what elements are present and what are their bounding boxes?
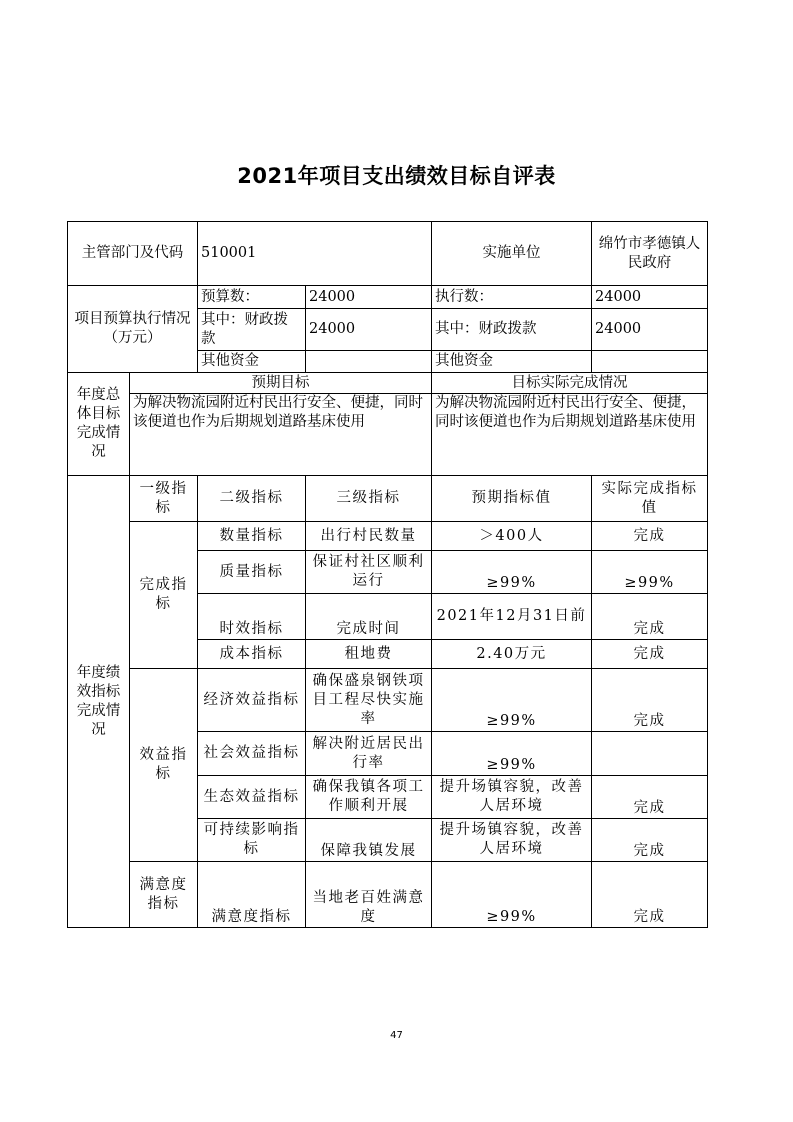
level3-cell: 保障我镇发展 xyxy=(306,819,432,862)
level3-cell: 确保盛泉钢铁项目工程尽快实施率 xyxy=(306,669,432,732)
table-row xyxy=(68,522,708,551)
fiscal-value-right: 24000 xyxy=(592,309,708,351)
fiscal-value-left: 24000 xyxy=(306,309,432,351)
level2-cell: 经济效益指标 xyxy=(198,669,306,732)
actual-cell: 完成 xyxy=(592,640,708,669)
indicators-section-label: 年度绩效指标完成情况 xyxy=(68,476,130,928)
other-value-right xyxy=(592,351,708,373)
actual-cell: 完成 xyxy=(592,669,708,732)
actual-cell: ≥99% xyxy=(592,551,708,594)
unit-value: 绵竹市孝德镇人民政府 xyxy=(592,222,708,286)
level3-cell: 保证村社区顺利运行 xyxy=(306,551,432,594)
level3-cell: 租地费 xyxy=(306,640,432,669)
actual-cell: 完成 xyxy=(592,776,708,819)
budget-value: 24000 xyxy=(306,286,432,309)
expected-cell: ≥99% xyxy=(432,862,592,928)
expected-cell: 2021年12月31日前 xyxy=(432,594,592,640)
level2-cell: 时效指标 xyxy=(198,594,306,640)
expected-cell: 提升场镇容貌，改善人居环境 xyxy=(432,776,592,819)
exec-value: 24000 xyxy=(592,286,708,309)
overall-section-label: 年度总体目标完成情况 xyxy=(68,373,130,476)
level2-cell: 成本指标 xyxy=(198,640,306,669)
actual-cell: 完成 xyxy=(592,862,708,928)
group-benefit: 效益指标 xyxy=(130,669,198,862)
actual-goal-header: 目标实际完成情况 xyxy=(432,373,708,394)
budget-label: 预算数： xyxy=(198,286,306,309)
fiscal-label-right: 其中：财政拨款 xyxy=(432,309,592,351)
expected-goal-text: 为解决物流园附近村民出行安全、便捷，同时该便道也作为后期规划道路基床使用 xyxy=(130,394,432,476)
level3-cell: 确保我镇各项工作顺利开展 xyxy=(306,776,432,819)
other-label-left: 其他资金 xyxy=(198,351,306,373)
actual-cell: 完成 xyxy=(592,522,708,551)
level3-cell: 出行村民数量 xyxy=(306,522,432,551)
level3-header: 三级指标 xyxy=(306,476,432,522)
group-satisfaction: 满意度指标 xyxy=(130,862,198,928)
exec-label: 执行数： xyxy=(432,286,592,309)
level2-cell: 生态效益指标 xyxy=(198,776,306,819)
page-title: 2021年项目支出绩效目标自评表 xyxy=(237,164,556,188)
table-row xyxy=(68,669,708,732)
group-completion: 完成指标 xyxy=(130,522,198,669)
expected-cell: ＞400人 xyxy=(432,522,592,551)
expected-goal-header: 预期目标 xyxy=(130,373,432,394)
unit-label: 实施单位 xyxy=(432,222,592,286)
other-value-left xyxy=(306,351,432,373)
level3-cell: 解决附近居民出行率 xyxy=(306,732,432,776)
actual-goal-text: 为解决物流园附近村民出行安全、便捷，同时该便道也作为后期规划道路基床使用 xyxy=(432,394,708,476)
level2-header: 二级指标 xyxy=(198,476,306,522)
expected-cell: 提升场镇容貌，改善人居环境 xyxy=(432,819,592,862)
page-number: 47 xyxy=(390,1030,403,1041)
self-evaluation-table xyxy=(67,221,708,928)
level3-cell: 完成时间 xyxy=(306,594,432,640)
expected-cell: 2.40万元 xyxy=(432,640,592,669)
level2-cell: 可持续影响指标 xyxy=(198,819,306,862)
level1-header: 一级指标 xyxy=(130,476,198,522)
level2-cell: 社会效益指标 xyxy=(198,732,306,776)
dept-code: 510001 xyxy=(198,222,432,286)
actual-cell: 完成 xyxy=(592,594,708,640)
table-row xyxy=(68,862,708,928)
dept-label: 主管部门及代码 xyxy=(68,222,198,286)
expected-cell: ≥99% xyxy=(432,669,592,732)
level2-cell: 满意度指标 xyxy=(198,862,306,928)
level2-cell: 数量指标 xyxy=(198,522,306,551)
fiscal-label-left: 其中：财政拨款 xyxy=(198,309,306,351)
level3-cell: 当地老百姓满意度 xyxy=(306,862,432,928)
level2-cell: 质量指标 xyxy=(198,551,306,594)
budget-section-label: 项目预算执行情况（万元） xyxy=(68,286,198,373)
actual-cell: 完成 xyxy=(592,819,708,862)
actual-cell xyxy=(592,732,708,776)
other-label-right: 其他资金 xyxy=(432,351,592,373)
actual-value-header: 实际完成指标值 xyxy=(592,476,708,522)
expected-cell: ≥99% xyxy=(432,732,592,776)
expected-value-header: 预期指标值 xyxy=(432,476,592,522)
expected-cell: ≥99% xyxy=(432,551,592,594)
